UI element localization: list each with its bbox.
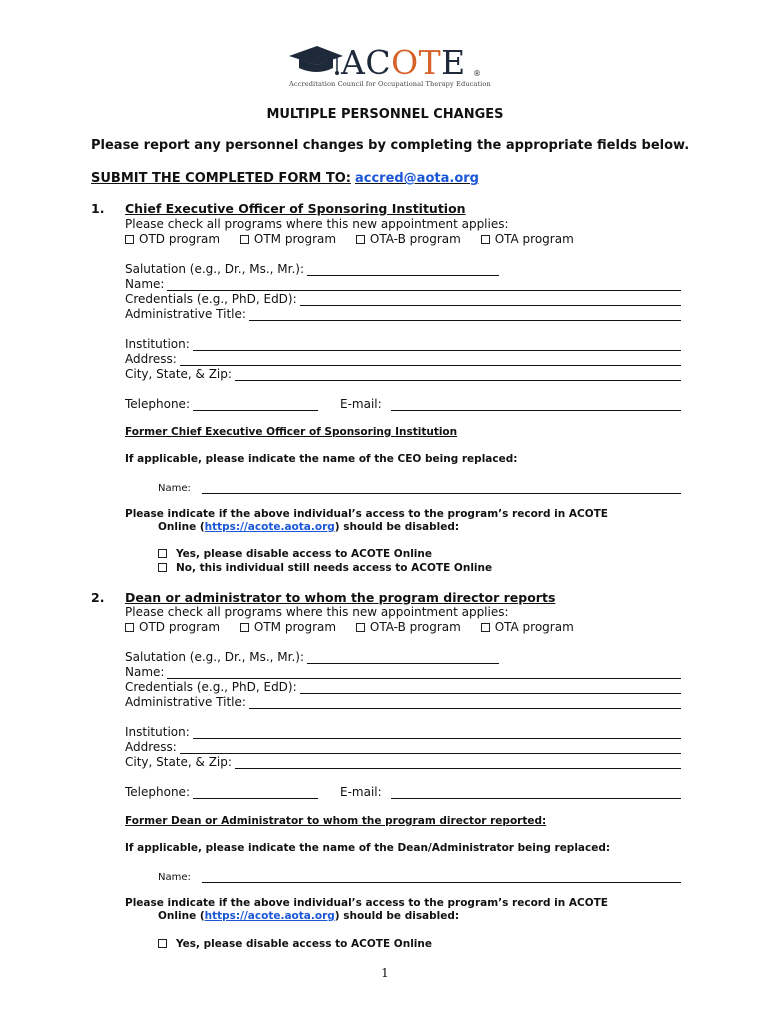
former-dean-name-field[interactable]: Name:: [158, 869, 681, 883]
checkbox[interactable]: [356, 235, 365, 244]
email-field[interactable]: E-mail:: [340, 785, 681, 799]
salutation-field[interactable]: Salutation (e.g., Dr., Ms., Mr.):: [125, 650, 499, 664]
city-state-zip-field[interactable]: City, State, & Zip:: [125, 755, 681, 769]
city-state-zip-field[interactable]: City, State, & Zip:: [125, 367, 681, 381]
checkbox[interactable]: [240, 623, 249, 632]
telephone-field[interactable]: Telephone:: [125, 397, 318, 411]
email-field[interactable]: E-mail:: [340, 397, 681, 411]
checkbox[interactable]: [356, 623, 365, 632]
intro-text: Please report any personnel changes by completing the appropriate fields below.: [91, 138, 690, 153]
program-option-otm[interactable]: OTM program: [240, 232, 344, 246]
page-title: MULTIPLE PERSONNEL CHANGES: [266, 107, 504, 122]
section-2-program-options: [125, 620, 590, 634]
graduation-cap-icon: [287, 44, 343, 80]
checkbox[interactable]: [125, 235, 134, 244]
name-field[interactable]: Name:: [125, 665, 681, 679]
administrative-title-field[interactable]: Administrative Title:: [125, 307, 681, 321]
section-1-program-options: [125, 232, 590, 246]
section-1-heading: Chief Executive Officer of Sponsoring Institution: [125, 201, 466, 216]
logo-wordmark: ACOTE: [341, 43, 466, 82]
checkbox[interactable]: [158, 549, 167, 558]
section-1-former-heading: Former Chief Executive Officer of Sponsoring Institution: [125, 426, 458, 438]
administrative-title-field[interactable]: Administrative Title:: [125, 695, 681, 709]
section-2-yes-option[interactable]: Yes, please disable access to ACOTE Online: [158, 938, 432, 950]
checkbox[interactable]: [481, 623, 490, 632]
checkbox[interactable]: [158, 563, 167, 572]
checkbox[interactable]: [240, 235, 249, 244]
telephone-field[interactable]: Telephone:: [125, 785, 318, 799]
acote-logo: [287, 44, 502, 94]
program-option-ota[interactable]: OTA program: [481, 620, 582, 634]
program-option-ota[interactable]: OTA program: [481, 232, 582, 246]
section-1-access-text-2: Online (https://acote.aota.org) should be disabled:: [158, 521, 460, 533]
section-1-no-option[interactable]: No, this individual still needs access to ACOTE Online: [158, 562, 492, 574]
section-2-former-heading: Former Dean or Administrator to whom the program director reported:: [125, 815, 547, 827]
credentials-field[interactable]: Credentials (e.g., PhD, EdD):: [125, 680, 681, 694]
section-1-former-instruction: If applicable, please indicate the name of the CEO being replaced:: [125, 453, 518, 465]
program-option-otd[interactable]: OTD program: [125, 620, 228, 634]
credentials-field[interactable]: Credentials (e.g., PhD, EdD):: [125, 292, 681, 306]
submit-instruction: SUBMIT THE COMPLETED FORM TO: accred@aota.org: [91, 171, 479, 186]
checkbox[interactable]: [158, 939, 167, 948]
section-1-check-instruction: Please check all programs where this new appointment applies:: [125, 217, 509, 231]
logo-subtitle: Accreditation Council for Occupational Therapy Education: [289, 80, 491, 88]
program-option-ota-b[interactable]: OTA-B program: [356, 232, 469, 246]
address-field[interactable]: Address:: [125, 740, 681, 754]
name-field[interactable]: Name:: [125, 277, 681, 291]
section-1-access-text: Please indicate if the above individual’s access to the program’s record in ACOTE: [125, 508, 608, 520]
address-field[interactable]: Address:: [125, 352, 681, 366]
section-2-check-instruction: Please check all programs where this new appointment applies:: [125, 605, 509, 619]
program-option-otm[interactable]: OTM program: [240, 620, 344, 634]
institution-field[interactable]: Institution:: [125, 725, 681, 739]
page-number: 1: [381, 966, 389, 980]
section-2-access-text-2: Online (https://acote.aota.org) should be disabled:: [158, 910, 460, 922]
section-1-yes-option[interactable]: Yes, please disable access to ACOTE Online: [158, 548, 432, 560]
acote-online-link[interactable]: https://acote.aota.org: [204, 910, 335, 922]
section-1-number: 1.: [91, 201, 105, 216]
checkbox[interactable]: [481, 235, 490, 244]
salutation-field[interactable]: Salutation (e.g., Dr., Ms., Mr.):: [125, 262, 499, 276]
program-option-ota-b[interactable]: OTA-B program: [356, 620, 469, 634]
institution-field[interactable]: Institution:: [125, 337, 681, 351]
registered-mark: ®: [473, 69, 481, 78]
acote-online-link[interactable]: https://acote.aota.org: [204, 521, 335, 533]
checkbox[interactable]: [125, 623, 134, 632]
section-2-access-text: Please indicate if the above individual’s access to the program’s record in ACOTE: [125, 897, 608, 909]
section-2-heading: Dean or administrator to whom the program director reports: [125, 590, 556, 605]
submit-email-link[interactable]: accred@aota.org: [354, 171, 479, 186]
program-option-otd[interactable]: OTD program: [125, 232, 228, 246]
former-ceo-name-field[interactable]: Name:: [158, 480, 681, 494]
section-2-number: 2.: [91, 590, 105, 605]
section-2-former-instruction: If applicable, please indicate the name of the Dean/Administrator being replaced:: [125, 842, 611, 854]
